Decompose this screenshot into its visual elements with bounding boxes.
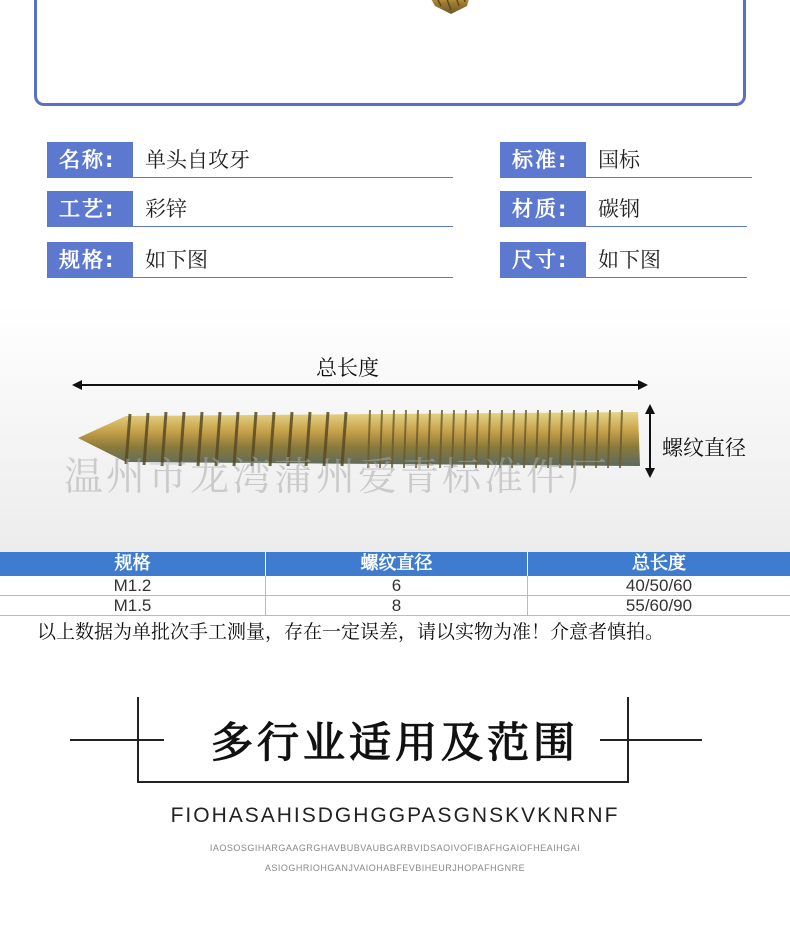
spec-value-size: 如下图 [586, 242, 747, 278]
measurement-note: 以上数据为单批次手工测量，存在一定误差，请以实物为准！介意者慎拍。 [37, 621, 665, 643]
section-subtitle-small-2: ASIOGHRIOHGANJVAIOHABFEVBIHEURJHOPAFHGNRE [264, 863, 526, 873]
spec-label-size: 尺寸: [500, 242, 586, 278]
spec-row-name [47, 142, 453, 178]
spec-value-name: 单头自攻牙 [133, 142, 453, 178]
spec-label-name: 名称: [47, 142, 133, 178]
spec-label-material: 材质: [500, 191, 586, 227]
spec-label-process: 工艺: [47, 191, 133, 227]
table-cell: M1.2 [0, 576, 266, 595]
spec-row-standard [500, 142, 752, 178]
spec-label-spec: 规格: [47, 242, 133, 278]
spec-table [0, 552, 790, 616]
spec-label-standard: 标准: [500, 142, 586, 178]
screw-tip-image [421, 0, 477, 16]
section-subtitle-small-1: IAOSOSGIHARGAAGRGHAVBUBVAUBGARBVIDSAOIVOFIBAFHGAIOFHEAIHGAI [209, 843, 581, 853]
spec-value-process: 彩锌 [133, 191, 453, 227]
spec-row-material [500, 191, 747, 227]
table-header-cell: 螺纹直径 [266, 552, 528, 576]
product-photo-frame [34, 0, 746, 106]
thread-diameter-label: 螺纹直径 [662, 436, 746, 460]
spec-row-spec [47, 242, 453, 278]
spec-value-spec: 如下图 [133, 242, 453, 278]
table-header [0, 552, 790, 576]
spec-row-process [47, 191, 453, 227]
spec-value-standard: 国标 [586, 142, 752, 178]
table-cell: 40/50/60 [625, 576, 693, 595]
total-length-label: 总长度 [316, 356, 379, 380]
spec-value-material: 碳钢 [586, 191, 747, 227]
table-cell: 6 [266, 576, 528, 595]
table-row [0, 576, 790, 596]
table-row [0, 596, 790, 616]
section-title: 多行业适用及范围 [210, 718, 579, 767]
table-cell: 55/60/90 [625, 596, 693, 615]
watermark-text: 温州市龙湾蒲州爱青标准件厂 [64, 455, 611, 500]
table-cell: 8 [266, 596, 528, 615]
table-header-cell: 规格 [0, 552, 266, 576]
total-length-arrow [70, 377, 650, 393]
table-cell: M1.5 [0, 596, 266, 615]
section-subtitle-en: FIOHASAHISDGHGGPASGNSKVKNRNF [170, 804, 620, 827]
spec-row-size [500, 242, 747, 278]
table-header-cell: 总长度 [632, 553, 686, 574]
